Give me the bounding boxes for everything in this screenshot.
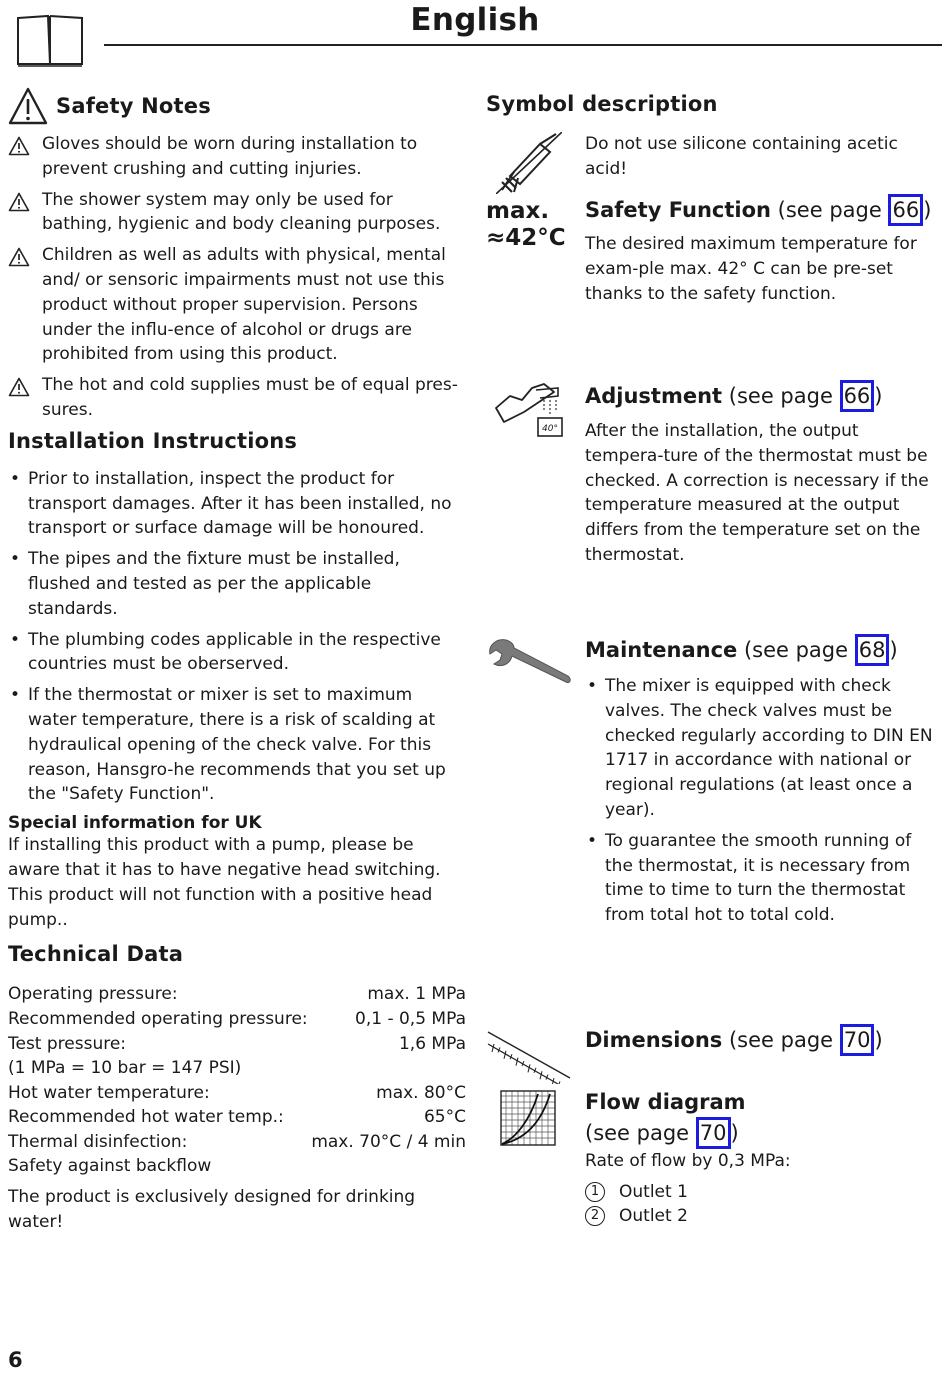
see-page-close: ): [730, 1121, 739, 1145]
see-page-close: ): [874, 384, 883, 408]
maintenance-list: [585, 674, 941, 928]
see-page-label: (see page: [777, 198, 889, 222]
installation-item: • If the thermostat or mixer is set to maximum water temperature, there is a risk of scalding at hydraulical opening of the check valve. For this reason, Hansgro-he recommends that you set up the "Safety Function".: [8, 683, 466, 807]
technical-data-row: [8, 982, 466, 1007]
outlet-label: Outlet 1: [619, 1181, 688, 1202]
technical-data-label: Thermal disinfection:: [8, 1131, 188, 1152]
safety-function-section: [585, 194, 941, 306]
outlet-list: [585, 1180, 941, 1228]
outlet-number-circle: 1: [585, 1182, 605, 1202]
max-label: max.: [486, 198, 550, 224]
maintenance-item: • The mixer is equipped with check valves. The check valves must be checked regularly according to DIN EN 1717 in accordance with national or regional regulations (at least once a year).: [585, 674, 941, 823]
technical-data-row: [8, 1032, 466, 1057]
technical-data-title: Technical Data: [8, 942, 184, 967]
adjustment-title: Adjustment: [585, 384, 723, 408]
warning-icon: [8, 188, 42, 238]
right-column: [486, 84, 942, 1244]
technical-data-value: max. 1 MPa: [367, 984, 466, 1005]
dimensions-heading: [585, 1024, 941, 1056]
technical-data-label: (1 MPa = 10 bar = 147 PSI): [8, 1058, 242, 1079]
left-column: [8, 84, 466, 1235]
technical-data-label: Operating pressure:: [8, 984, 178, 1005]
page-link-70[interactable]: 70: [840, 1024, 875, 1056]
page-title: English: [410, 2, 540, 38]
symbol-description-title: Symbol description: [486, 92, 718, 116]
adjustment-text: After the installation, the output tempera-ture of the thermostat must be checked. A correction is necessary if the temperature measured at the output differs from the temperature set on the thermostat.: [585, 421, 929, 565]
flow-diagram-icon: [500, 1090, 556, 1146]
technical-data-value: max. 70°C / 4 min: [311, 1131, 466, 1152]
temperature-label: ≈42°C: [486, 225, 566, 251]
page-link-66[interactable]: 66: [888, 194, 923, 226]
see-page-label: (see page: [743, 638, 855, 662]
maintenance-heading: [585, 634, 941, 666]
technical-note: The product is exclusively designed for drinking water!: [8, 1187, 416, 1232]
uk-info-text: If installing this product with a pump, please be aware that it has to have negative head switching. This product will not function with a positive head pump..: [8, 835, 441, 930]
header-divider: [104, 44, 942, 46]
safety-note-text: Gloves should be worn during installation to prevent crushing and cutting injuries.: [42, 134, 418, 179]
technical-data-row: [8, 1056, 466, 1081]
uk-info-title: Special information for UK: [8, 813, 262, 834]
safety-note-item: [8, 243, 466, 367]
technical-data-label: Hot water temperature:: [8, 1082, 210, 1103]
technical-data-label: Test pressure:: [8, 1033, 127, 1054]
page-link-66[interactable]: 66: [840, 380, 875, 412]
safety-note-text: The shower system may only be used for bathing, hygienic and body cleaning purposes.: [42, 189, 441, 235]
outlet-item: [585, 1204, 941, 1228]
outlet-item: [585, 1180, 941, 1204]
safety-note-item: [8, 188, 466, 238]
max-temperature-symbol: [486, 198, 566, 252]
see-page-close: ): [923, 198, 932, 222]
technical-data-row: [8, 1154, 466, 1179]
flow-rate-text: Rate of flow by 0,3 MPa:: [585, 1151, 791, 1171]
installation-item: • The pipes and the fixture must be installed, flushed and tested as per the applicable standards.: [8, 547, 466, 621]
technical-data-row: [8, 1081, 466, 1106]
safety-notes-heading: [8, 84, 466, 128]
maintenance-title: Maintenance: [585, 638, 738, 662]
technical-data-value: 1,6 MPa: [398, 1033, 466, 1054]
installation-item: • The plumbing codes applicable in the respective countries must be oberserved.: [8, 628, 466, 678]
technical-data-table: [8, 982, 466, 1179]
safety-function-heading: [585, 194, 941, 226]
adjustment-heading: [585, 380, 941, 412]
safety-notes-title: Safety Notes: [56, 94, 211, 118]
maintenance-item: • To guarantee the smooth running of the thermostat, it is necessary from time to time to turn the thermostat from total hot to total cold.: [585, 829, 941, 928]
technical-data-value: 65°C: [423, 1107, 466, 1128]
page-link-68[interactable]: 68: [855, 634, 890, 666]
warning-icon: [8, 132, 42, 182]
technical-data-label: Recommended hot water temp.:: [8, 1107, 284, 1128]
installation-title: Installation Instructions: [8, 428, 298, 453]
technical-data-row: [8, 1130, 466, 1155]
safety-notes-list: [8, 132, 466, 423]
adjustment-section: [585, 380, 941, 568]
safety-function-title: Safety Function: [585, 198, 771, 222]
technical-data-value: max. 80°C: [376, 1082, 466, 1103]
thermometer-hand-icon: [492, 378, 564, 440]
page-number: 6: [8, 1348, 23, 1372]
technical-data-value: 0,1 - 0,5 MPa: [355, 1008, 466, 1029]
see-page-label: (see page: [728, 1028, 840, 1052]
safety-note-item: [8, 132, 466, 182]
technical-data-row: [8, 1105, 466, 1130]
outlet-label: Outlet 2: [619, 1205, 688, 1226]
wrench-icon: [486, 636, 572, 692]
technical-data-row: [8, 1007, 466, 1032]
safety-function-text: The desired maximum temperature for exam-ple max. 42° C can be pre-set thanks to the safety function.: [585, 234, 917, 304]
flow-see-page: [585, 1117, 941, 1149]
warning-icon: [8, 243, 42, 367]
see-page-label: (see page: [585, 1121, 696, 1145]
see-page-close: ): [874, 1028, 883, 1052]
flow-diagram-section: [585, 1087, 941, 1228]
warning-icon: [8, 373, 42, 423]
silicone-warning-text: Do not use silicone containing acetic acid!: [585, 134, 898, 179]
technical-data-label: Safety against backflow: [8, 1156, 212, 1177]
thermometer-display: 40°: [542, 424, 558, 434]
see-page-label: (see page: [728, 384, 840, 408]
outlet-number-circle: 2: [585, 1206, 605, 1226]
safety-note-text: Children as well as adults with physical, mental and/ or sensoric impairments must not use this product without proper supervision. Persons under the influ-ence of alcohol or drugs are prohibited from using this product.: [42, 245, 446, 365]
page-link-70[interactable]: 70: [696, 1117, 731, 1149]
ruler-icon: [486, 1028, 572, 1084]
maintenance-section: [585, 634, 941, 934]
technical-data-label: Recommended operating pressure:: [8, 1008, 308, 1029]
installation-item: • Prior to installation, inspect the product for transport damages. After it has been installed, no transport or surface damage will be honoured.: [8, 467, 466, 541]
dimensions-title: Dimensions: [585, 1028, 723, 1052]
warning-icon: [8, 87, 48, 125]
silicone-gun-icon: [496, 132, 562, 194]
see-page-close: ): [889, 638, 898, 662]
installation-list: [8, 467, 466, 807]
safety-note-item: [8, 373, 466, 423]
safety-note-text: The hot and cold supplies must be of equal pres-sures.: [42, 375, 458, 420]
flow-diagram-title: Flow diagram: [585, 1090, 746, 1114]
dimensions-section: [585, 1024, 941, 1056]
